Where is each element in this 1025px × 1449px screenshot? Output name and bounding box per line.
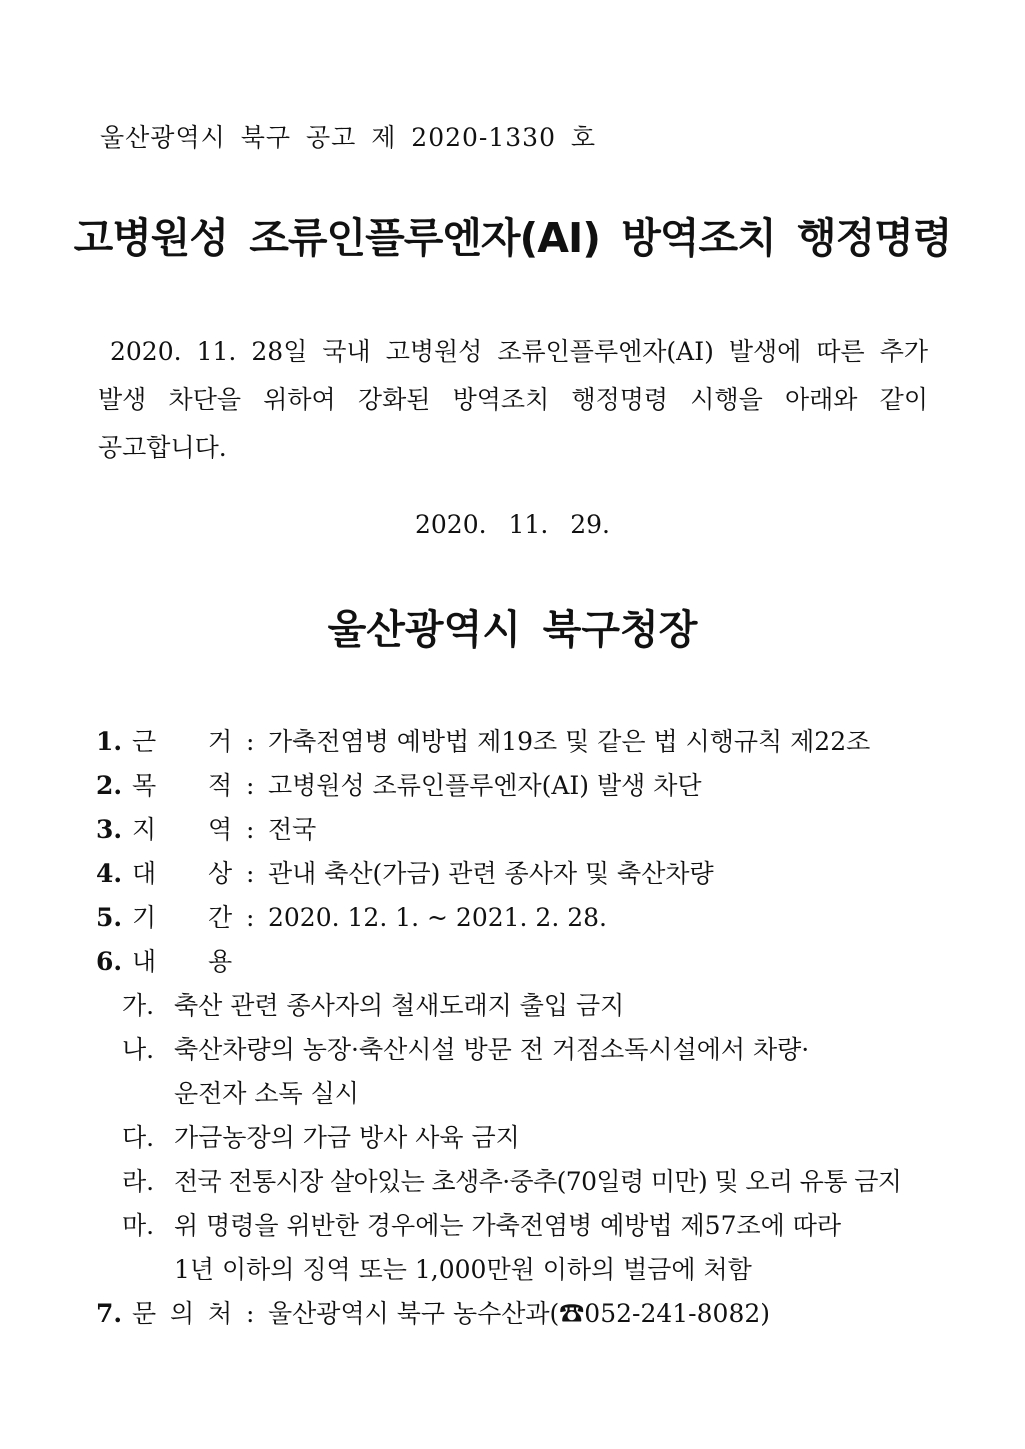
item-value: 가축전염병 예방법 제19조 및 같은 법 시행규칙 제22조	[268, 727, 871, 756]
item-number: 7.	[96, 1299, 123, 1328]
issuer-name: 울산광역시 북구청장	[327, 607, 698, 653]
intro-line-2: 발생 차단을 위하여 강화된 방역조치 행정명령 시행을 아래와 같이	[98, 385, 928, 414]
item-label-first: 근	[132, 727, 157, 756]
item-number: 2.	[96, 771, 123, 800]
item-colon: :	[246, 1299, 255, 1328]
item-label-third: 처	[208, 1299, 233, 1328]
intro-line-1: 2020. 11. 28일 국내 고병원성 조류인플루엔자(AI) 발생에 따른 추가	[110, 337, 928, 366]
item-period	[96, 896, 936, 940]
item-label-first: 기	[132, 903, 157, 932]
item-number: 1.	[96, 727, 123, 756]
item-label-first: 목	[132, 771, 157, 800]
notice-number: 울산광역시 북구 공고 제 2020-1330 호	[100, 123, 597, 152]
item-number: 4.	[96, 859, 123, 888]
item-label-second: 용	[208, 947, 233, 976]
item-content	[96, 940, 936, 984]
item-colon: :	[246, 859, 255, 888]
item-basis	[96, 720, 936, 764]
item-value: 관내 축산(가금) 관련 종사자 및 축산차량	[268, 859, 714, 888]
item-colon: :	[246, 903, 255, 932]
document-title: 고병원성 조류인플루엔자(AI) 방역조치 행정명령	[73, 214, 952, 262]
item-label-second: 상	[208, 859, 233, 888]
item-label-first: 대	[132, 859, 157, 888]
item-label-second: 거	[208, 727, 233, 756]
content-subitem-ma	[96, 1204, 936, 1292]
intro-paragraph	[98, 328, 928, 472]
item-colon: :	[246, 727, 255, 756]
intro-line-3: 공고합니다.	[98, 433, 227, 462]
item-region	[96, 808, 936, 852]
content-subitem-ra	[96, 1160, 936, 1204]
subitem-text: 축산차량의 농장·축산시설 방문 전 거점소독시설에서 차량·	[174, 1035, 810, 1064]
item-label-first: 지	[132, 815, 157, 844]
subitem-mark: 라.	[122, 1167, 155, 1196]
item-colon: :	[246, 815, 255, 844]
item-number: 6.	[96, 947, 123, 976]
item-label-second: 의	[170, 1299, 195, 1328]
item-target	[96, 852, 936, 896]
item-number: 3.	[96, 815, 123, 844]
item-label-second: 간	[208, 903, 233, 932]
subitem-text: 가금농장의 가금 방사 사육 금지	[174, 1123, 520, 1152]
subitem-mark: 다.	[122, 1123, 155, 1152]
item-label-second: 적	[208, 771, 233, 800]
items-list	[96, 720, 936, 1336]
item-purpose	[96, 764, 936, 808]
item-label-first: 내	[132, 947, 157, 976]
item-value: 고병원성 조류인플루엔자(AI) 발생 차단	[268, 771, 702, 800]
contact-value: 울산광역시 북구 농수산과(☎052-241-8082)	[268, 1299, 771, 1328]
subitem-mark: 나.	[122, 1035, 155, 1064]
content-subitem-ga	[96, 984, 936, 1028]
subitem-text: 전국 전통시장 살아있는 초생추·중추(70일령 미만) 및 오리 유통 금지	[174, 1167, 902, 1196]
item-value: 전국	[268, 815, 317, 844]
item-label-second: 역	[208, 815, 233, 844]
item-label-first: 문	[132, 1299, 157, 1328]
subitem-text-continued: 운전자 소독 실시	[174, 1079, 359, 1108]
item-value: 2020. 12. 1. ~ 2021. 2. 28.	[268, 903, 607, 932]
subitem-text-continued: 1년 이하의 징역 또는 1,000만원 이하의 벌금에 처함	[174, 1255, 752, 1284]
issue-date: 2020. 11. 29.	[415, 510, 610, 539]
item-contact	[96, 1292, 936, 1336]
subitem-text: 위 명령을 위반한 경우에는 가축전염병 예방법 제57조에 따라	[174, 1211, 842, 1240]
subitem-text: 축산 관련 종사자의 철새도래지 출입 금지	[174, 991, 625, 1020]
subitem-mark: 가.	[122, 991, 155, 1020]
content-subitem-na	[96, 1028, 936, 1116]
subitem-mark: 마.	[122, 1211, 155, 1240]
item-colon: :	[246, 771, 255, 800]
content-subitem-da	[96, 1116, 936, 1160]
item-number: 5.	[96, 903, 123, 932]
